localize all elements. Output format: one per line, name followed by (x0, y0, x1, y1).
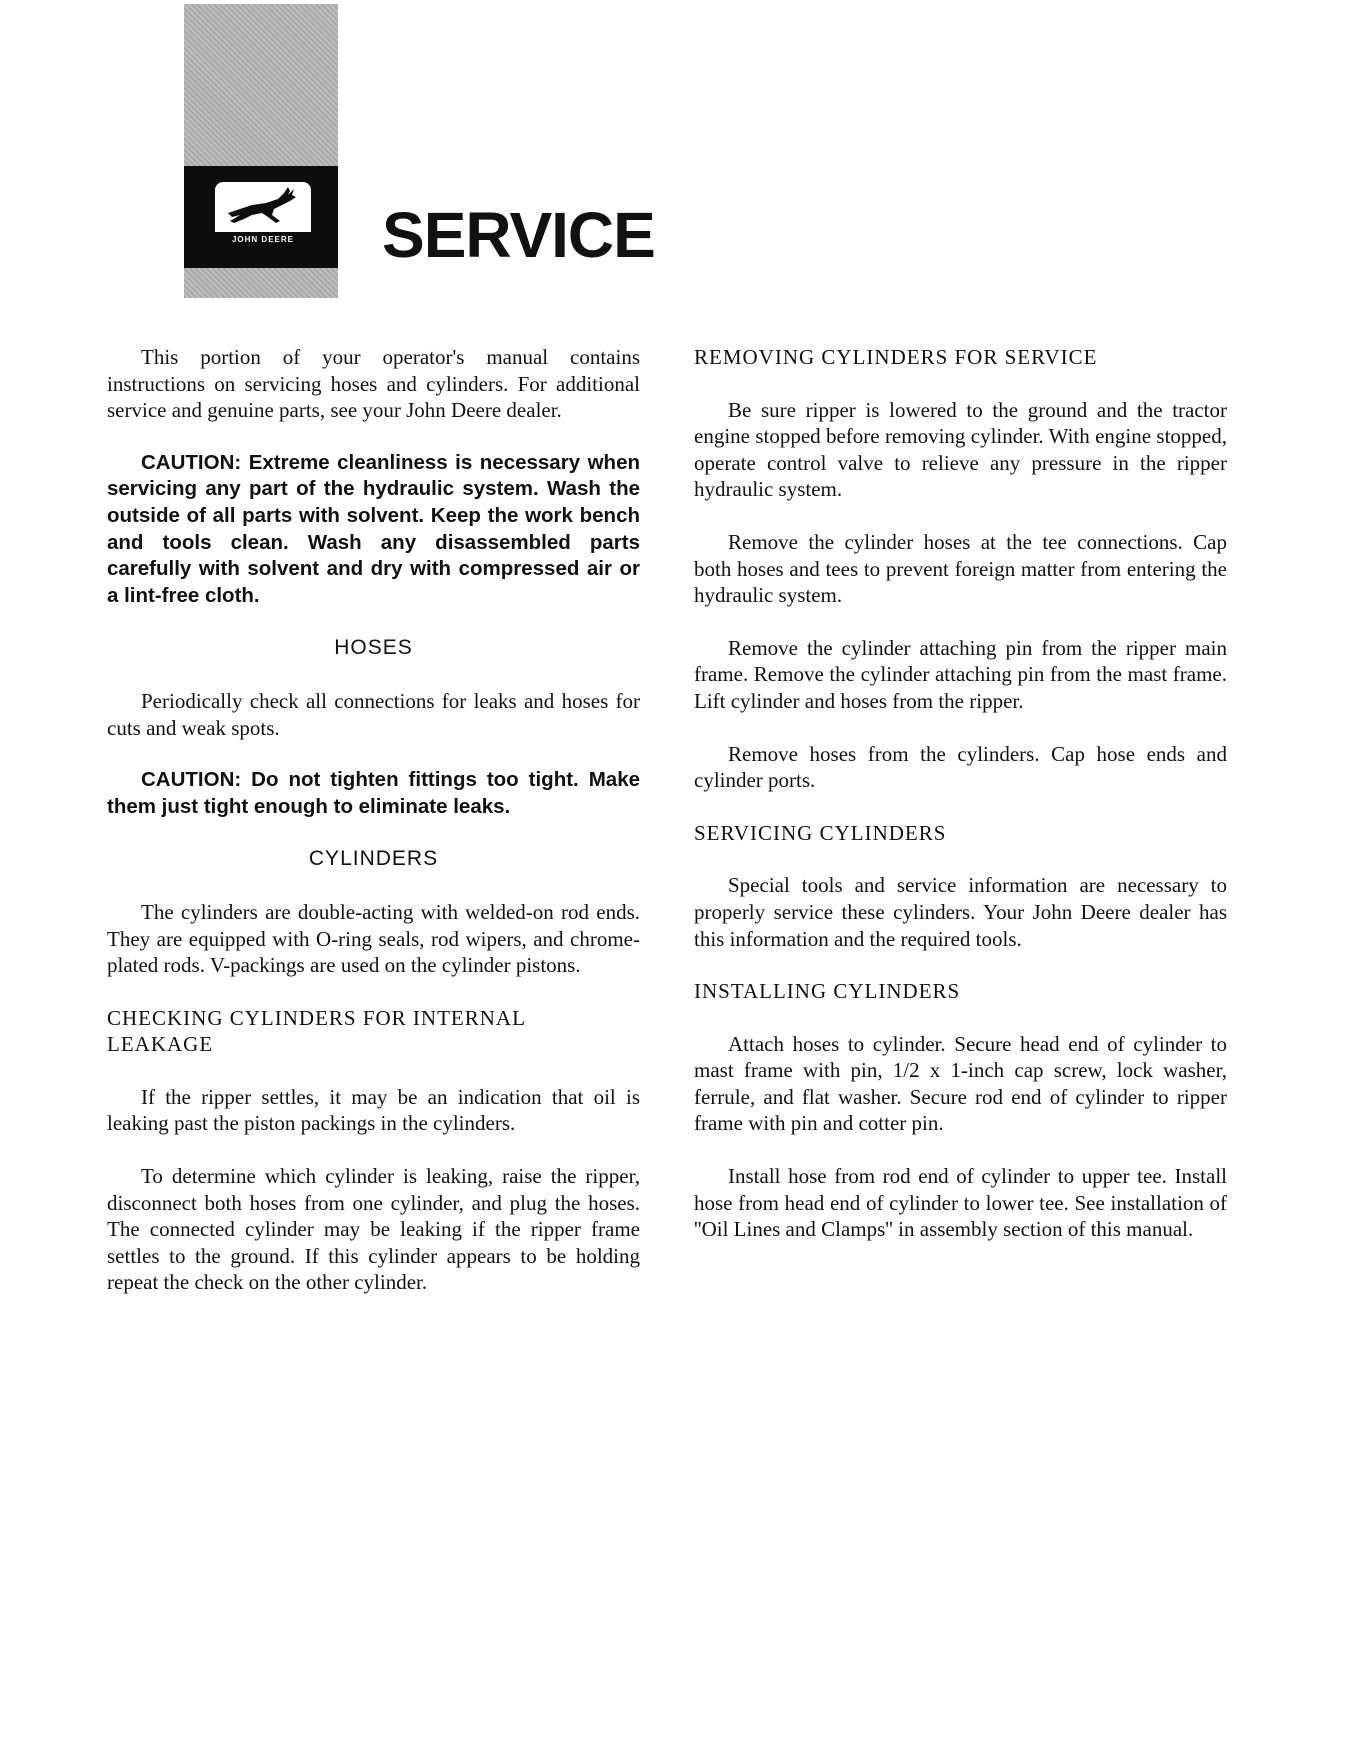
removing-paragraph-1: Be sure ripper is lowered to the ground and the tractor engine stopped before removing cylinder. With engine stopped, operate control valve to relieve any pressure in the ripper hydraulic system. (694, 397, 1227, 502)
removing-paragraph-2: Remove the cylinder hoses at the tee connections. Cap both hoses and tees to prevent foreign matter from entering the hydraulic system. (694, 529, 1227, 608)
caution-fittings: CAUTION: Do not tighten fittings too tight. Make them just tight enough to eliminate leaks. (107, 768, 640, 818)
leaping-deer-icon (222, 183, 304, 227)
removing-paragraph-4: Remove hoses from the cylinders. Cap hose ends and cylinder ports. (694, 741, 1227, 793)
intro-paragraph: This portion of your operator's manual contains instructions on servicing hoses and cylinders. For additional service and genuine parts, see your John Deere dealer. (107, 345, 640, 423)
removing-paragraph-3: Remove the cylinder attaching pin from the ripper main frame. Remove the cylinder attaching pin from the mast frame. Lift cylinder and hoses from the ripper. (694, 635, 1227, 713)
installing-paragraph-1: Attach hoses to cylinder. Secure head end of cylinder to mast frame with pin, 1/2 x 1-inch cap screw, lock washer, ferrule, and flat washer. Secure rod end of cylinder to ripper frame with pin and cotter pin. (694, 1031, 1227, 1136)
left-column (107, 344, 640, 1322)
cylinders-heading: CYLINDERS (308, 847, 439, 871)
removing-heading: REMOVING CYLINDERS FOR SERVICE (694, 345, 1098, 369)
caution-cleanliness: CAUTION: Extreme cleanliness is necessary when servicing any part of the hydraulic system. Wash the outside of all parts with solvent. Keep the work bench and tools clean. Wash any disassembled parts carefully with solvent and dry with compressed air or a lint-free cloth. (107, 450, 640, 607)
installing-paragraph-2: Install hose from rod end of cylinder to upper tee. Install hose from head end of cylinder to lower tee. See installation of ''Oil Lines and Clamps'' in assembly section of this manual. (694, 1164, 1227, 1242)
servicing-heading: SERVICING CYLINDERS (694, 820, 947, 845)
cylinders-paragraph: The cylinders are double-acting with welded-on rod ends. They are equipped with O-ring seals, rod wipers, and chrome-plated rods. V-packings are used on the cylinder pistons. (107, 899, 640, 978)
installing-heading: INSTALLING CYLINDERS (694, 979, 961, 1004)
hoses-heading: HOSES (334, 636, 413, 660)
hoses-paragraph: Periodically check all connections for leaks and hoses for cuts and weak spots. (107, 688, 640, 740)
checking-heading: CHECKING CYLINDERS FOR INTERNAL LEAKAGE (107, 1005, 526, 1057)
right-column (694, 344, 1227, 1269)
page-title: SERVICE (382, 199, 655, 271)
checking-paragraph-1: If the ripper settles, it may be an indication that oil is leaking past the piston packings in the cylinders. (107, 1084, 640, 1136)
checking-paragraph-2: To determine which cylinder is leaking, raise the ripper, disconnect both hoses from one cylinder, and plug the hoses. The connected cylinder may be leaking if the ripper frame settles to the ground. If this cylinder appears to be holding repeat the check on the other cylinder. (107, 1164, 640, 1295)
servicing-paragraph: Special tools and service information are necessary to properly service these cylinders. Your John Deere dealer has this information and the required tools. (694, 873, 1227, 951)
logo-wordmark: JOHN DEERE (213, 232, 313, 248)
